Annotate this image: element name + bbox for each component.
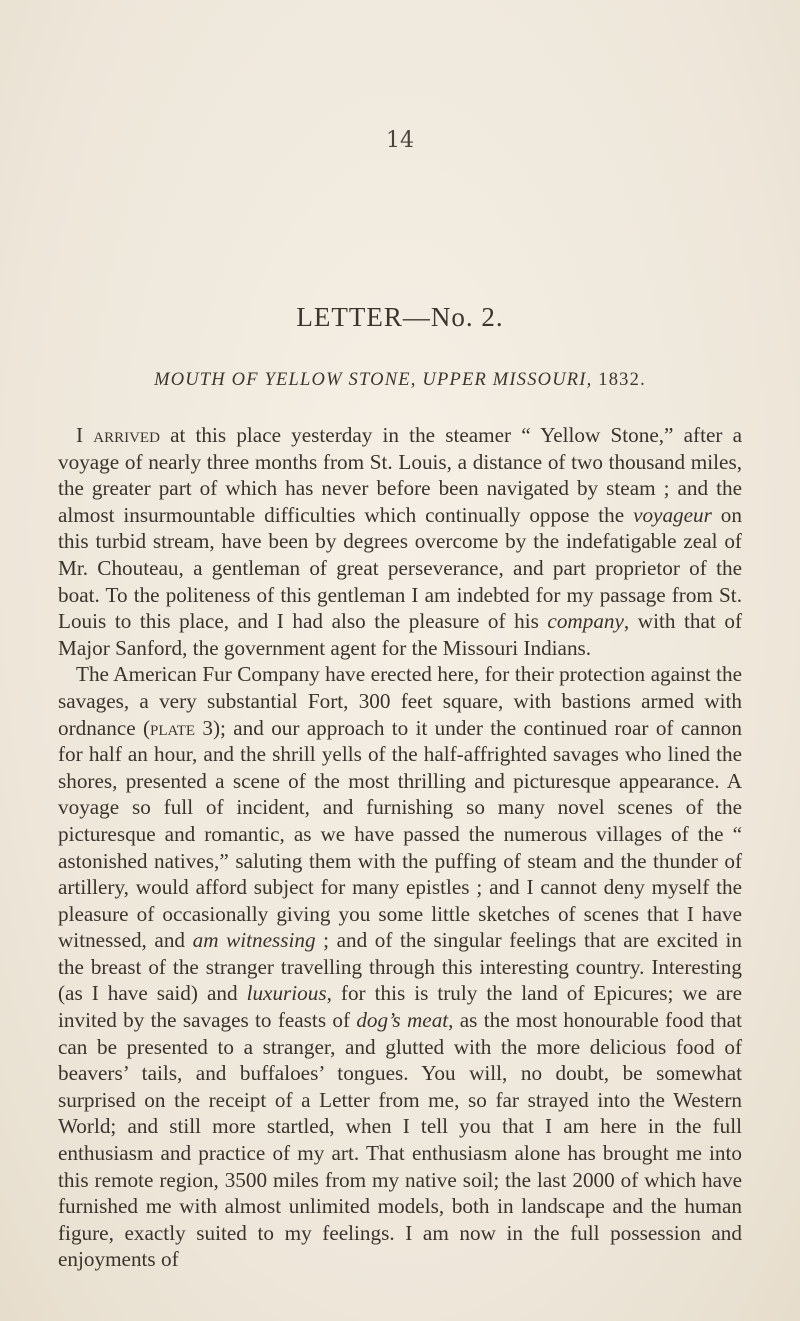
text-segment: arrived <box>93 423 160 447</box>
text-segment: am witnessing <box>192 928 316 953</box>
letter-title: LETTER—No. 2. <box>296 302 504 332</box>
paragraph-1 <box>58 422 742 661</box>
text-segment: company <box>547 609 624 634</box>
text-segment: at this place yesterday in the steamer “ Yellow Stone,” after a voyage of nearly three months from St. Louis, a distance of two thousand miles, the greater part of which has never before been navigated by steam ; and the almost insurmountable difficulties which continually oppose the <box>58 423 743 527</box>
dateline-place: MOUTH OF YELLOW STONE, UPPER MISSOURI, <box>154 370 593 390</box>
text-segment: 3); and our approach to it under the continued roar of cannon for half an hour, and the shrill yells of the half-affrighted savages who lined the shores, presented a scene of the most thrilling and picturesque appearance. A voyage so full of incident, and furnishing so many novel scenes of the picturesque and romantic, as we have passed the numerous villages of the “ astonished natives,” saluting them with the puffing of steam and the thunder of artillery, would afford subject for many epistles ; and I cannot deny myself the pleasure of occasionally giving you some little sketches of scenes that I have witnessed, and <box>58 715 742 953</box>
text-segment: ; and of the singular feelings that are excited in the breast of the stranger travelling through this interesting country. Interesting (as I have said) and <box>58 928 742 1006</box>
text-segment: on this turbid stream, have been by degrees overcome by the indefatigable zeal of Mr. Chouteau, a gentleman of great perseverance, and part proprietor of the boat. To the politeness of this gentleman I am indebted for my passage from St. Louis to this place, and I had also the pleasure of his <box>58 502 742 634</box>
text-segment: , as the most honourable food that can be presented to a stranger, and glutted with the more delicious food of beavers’ tails, and buffaloes’ tongues. You will, no doubt, be somewhat surprised on the receipt of a Letter from me, so far strayed into the Western World; and still more startled, when I tell you that I am here in the full enthusiasm and practice of my art. That enthusiasm alone has brought me into this remote region, 3500 miles from my native soil; the last 2000 of which have furnished me with almost unlimited models, both in landscape and the human figure, exactly suited to my feelings. I am now in the full possession and enjoyments of <box>58 1008 742 1272</box>
text-segment: , for this is truly the land of Epicures; we are invited by the savages to feasts of <box>58 981 742 1033</box>
paragraph-2 <box>58 661 742 1273</box>
text-segment: dog’s meat <box>356 1008 449 1033</box>
letter-body <box>58 422 742 1273</box>
page-number: 14 <box>386 128 414 153</box>
text-segment: The American Fur Company have erected here, for their protection against the savages, a very substantial Fort, 300 feet square, with bastions armed with ordnance ( <box>58 662 742 740</box>
text-segment: , with that of Major Sanford, the government agent for the Missouri Indians. <box>58 609 743 660</box>
text-segment: voyageur <box>633 502 712 527</box>
dateline <box>60 370 740 391</box>
text-segment: plate <box>150 715 196 740</box>
text-segment: I <box>76 423 94 447</box>
dateline-year: 1832. <box>598 370 646 390</box>
text-segment: luxurious <box>246 981 327 1006</box>
